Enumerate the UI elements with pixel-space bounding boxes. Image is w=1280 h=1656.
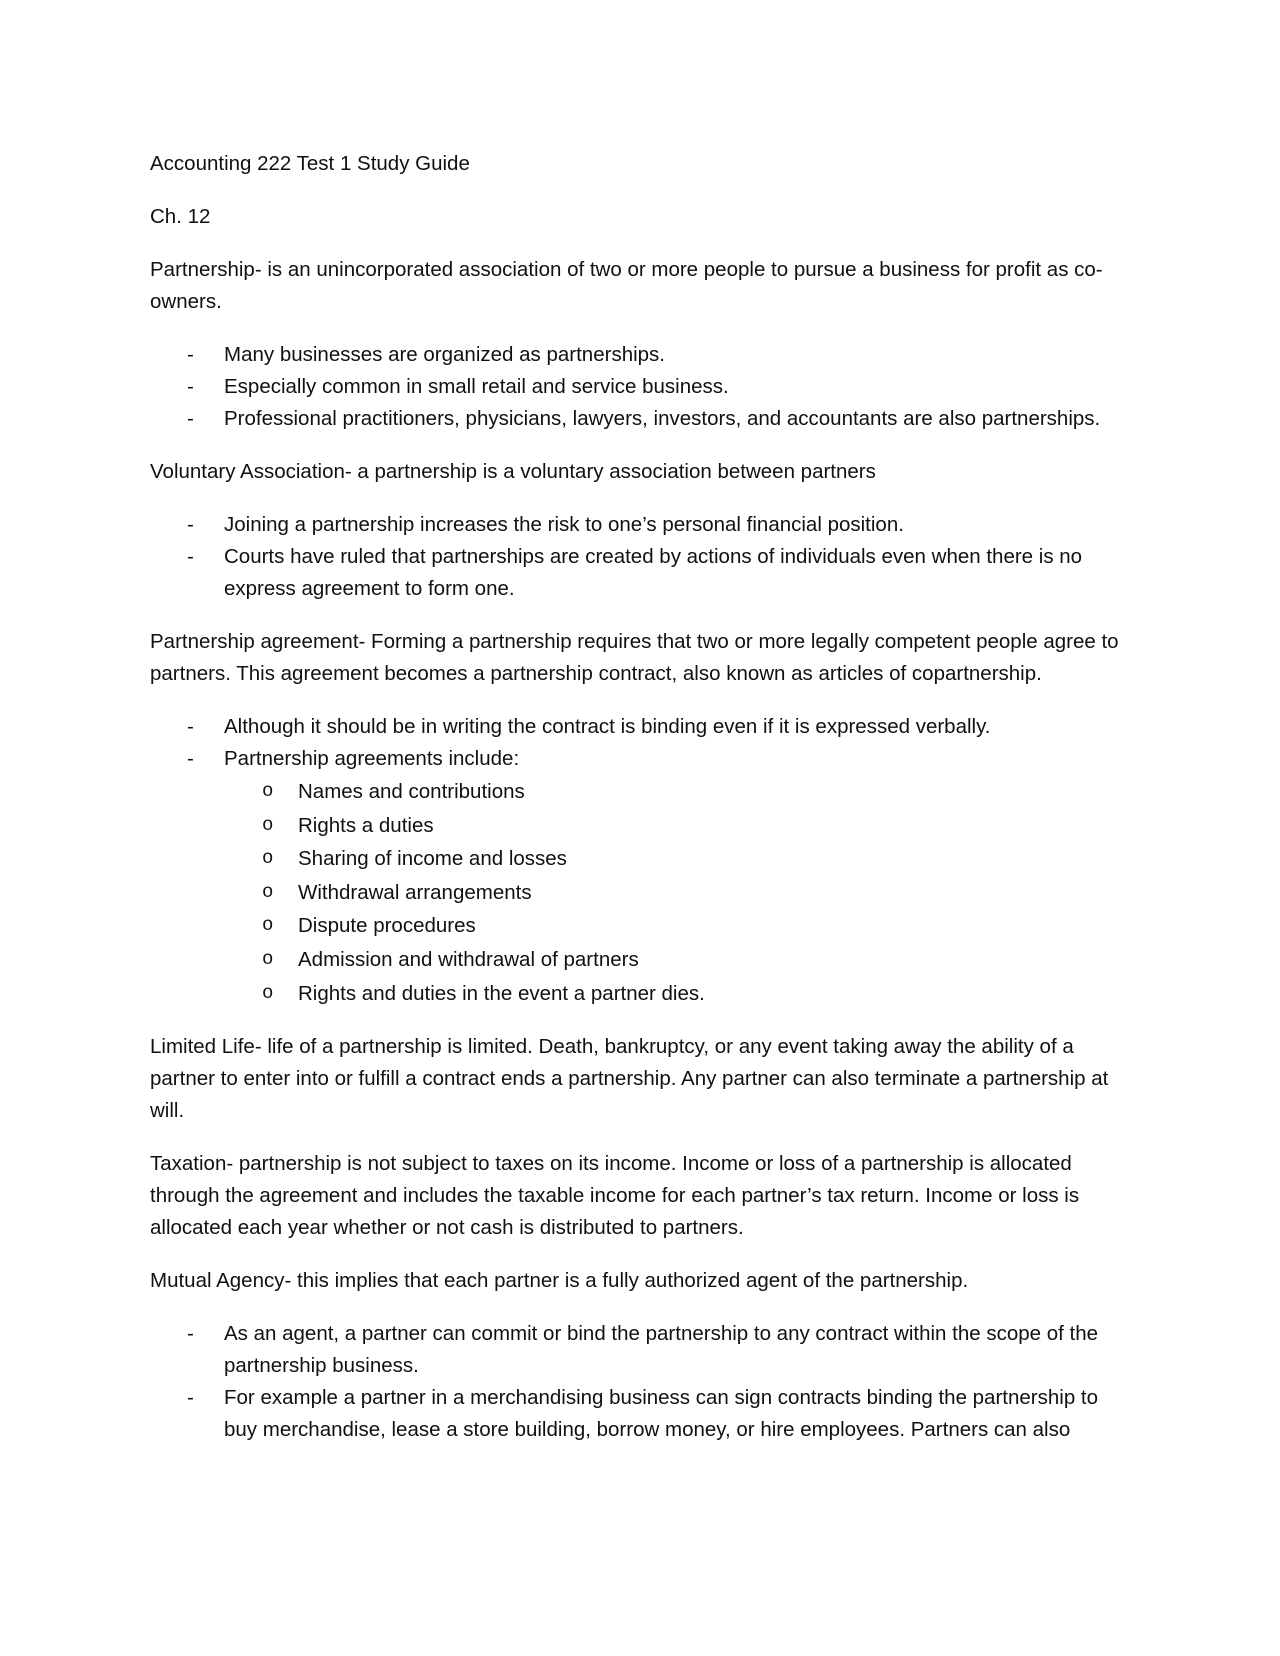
sub-list-item [224, 909, 1130, 943]
dash-marker: - [187, 747, 194, 770]
dash-marker: - [187, 343, 194, 366]
list-item [150, 371, 1130, 403]
agreement-bullet-list [150, 711, 1130, 1010]
dash-marker: - [187, 715, 194, 738]
sub-list-item [224, 943, 1130, 977]
sub-list-item-text: Dispute procedures [298, 914, 476, 938]
sub-list-item-text: Sharing of income and losses [298, 847, 567, 871]
dash-marker: - [187, 1386, 194, 1410]
list-item [150, 403, 1130, 435]
list-item-text: For example a partner in a merchandising business can sign contracts binding the partnership to buy merchandise, lease a store building, borrow money, or hire employees. Partners can also [224, 1386, 1099, 1442]
circle-marker: o [262, 847, 274, 870]
partnership-definition: Partnership- is an unincorporated association of two or more people to pursue a business for profit as co-owners. [150, 258, 1103, 313]
partnership-agreement-definition: Partnership agreement- Forming a partnership requires that two or more legally competent people agree to partners. This agreement becomes a partnership contract, also known as articles of copartnership. [150, 630, 1119, 685]
sub-list-item-text: Admission and withdrawal of partners [298, 947, 639, 971]
list-item-text: Courts have ruled that partnerships are created by actions of individuals even when there is no express agreement to form one. [224, 545, 1083, 600]
list-item [150, 711, 1130, 743]
list-item [150, 509, 1130, 541]
mutual-agency-bullet-list [150, 1318, 1130, 1446]
dash-marker: - [187, 375, 194, 398]
list-item [150, 743, 1130, 1010]
voluntary-association-definition: Voluntary Association- a partnership is a voluntary association between partners [150, 460, 876, 483]
list-item [150, 1382, 1130, 1446]
circle-marker: o [262, 813, 274, 836]
sub-list-item [224, 977, 1130, 1011]
sub-list-item-text: Withdrawal arrangements [298, 880, 532, 904]
chapter-heading: Ch. 12 [150, 205, 211, 228]
document-page [150, 148, 1130, 1467]
partnership-bullet-list [150, 339, 1130, 435]
document-title: Accounting 222 Test 1 Study Guide [150, 152, 470, 175]
list-item-text: As an agent, a partner can commit or bind the partnership to any contract within the scope of the partnership business. [224, 1322, 1099, 1378]
circle-marker: o [262, 914, 274, 937]
list-item-text: Many businesses are organized as partnerships. [224, 343, 665, 366]
mutual-agency-definition: Mutual Agency- this implies that each partner is a fully authorized agent of the partnership. [150, 1269, 969, 1293]
sub-list-item [224, 876, 1130, 910]
sub-list-item [224, 775, 1130, 809]
circle-marker: o [262, 880, 274, 903]
sub-list-item [224, 809, 1130, 843]
circle-marker: o [262, 780, 274, 802]
circle-marker: o [262, 981, 274, 1004]
sub-list-item-text: Rights and duties in the event a partner dies. [298, 981, 705, 1005]
voluntary-bullet-list [150, 509, 1130, 605]
dash-marker: - [187, 407, 194, 430]
circle-marker: o [262, 947, 274, 970]
list-item-text: Professional practitioners, physicians, lawyers, investors, and accountants are also partnerships. [224, 407, 1101, 430]
limited-life-definition: Limited Life- life of a partnership is limited. Death, bankruptcy, or any event taking away the ability of a partner to enter into or fulfill a contract ends a partnership. Any partner can also terminate a partnership at will. [150, 1035, 1109, 1123]
dash-marker: - [187, 1322, 194, 1346]
agreement-sub-bullet-list [224, 775, 1130, 1010]
sub-list-item [224, 842, 1130, 876]
list-item-text: Although it should be in writing the contract is binding even if it is expressed verbally. [224, 715, 991, 738]
sub-list-item-text: Names and contributions [298, 780, 525, 803]
list-item [150, 1318, 1130, 1382]
dash-marker: - [187, 513, 194, 536]
list-item-text: Joining a partnership increases the risk to one’s personal financial position. [224, 513, 904, 536]
list-item-text: Especially common in small retail and service business. [224, 375, 729, 398]
list-item [150, 541, 1130, 605]
sub-list-item-text: Rights a duties [298, 813, 434, 837]
list-item-text: Partnership agreements include: [224, 747, 520, 770]
taxation-definition: Taxation- partnership is not subject to taxes on its income. Income or loss of a partnership is allocated through the agreement and includes the taxable income for each partner’s tax return. Income or loss is allocated each year whether or not cash is distributed to partners. [150, 1152, 1080, 1240]
list-item [150, 339, 1130, 371]
dash-marker: - [187, 545, 194, 568]
